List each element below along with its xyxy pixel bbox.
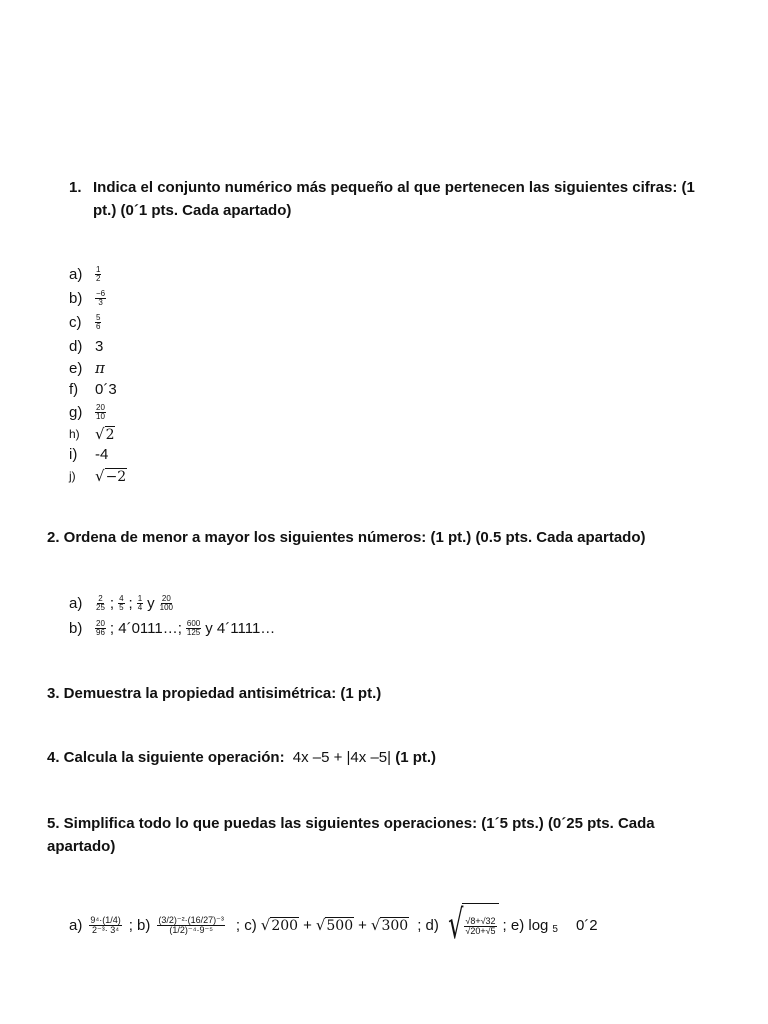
q1-item-f: f) 0´3	[69, 380, 117, 398]
q1-item-d: d) 3	[69, 337, 104, 355]
q1-item-b: b) $\frac{-6}{3}$	[69, 288, 106, 307]
q1-item-i: i) -4	[69, 445, 109, 463]
question-1-line-2: pt.) (0´1 pts. Cada apartado)	[93, 202, 292, 219]
q1-item-e: e) π	[69, 359, 105, 377]
q1-item-j: j) √ −2	[69, 466, 127, 485]
q1-item-h: h) √ 2	[69, 424, 115, 443]
question-1-number: 1.	[69, 179, 82, 196]
q1-item-c: c) $\frac{5}{6}$	[69, 312, 101, 331]
q1-item-g: g) $\frac{20}{10}$	[69, 402, 105, 421]
q1-item-a: a) $\frac{1}{2}$	[69, 264, 101, 283]
question-2-title: 2. Ordena de menor a mayor los siguientes números: (1 pt.) (0.5 pts. Cada apartado)	[47, 529, 646, 546]
question-1-line-1: Indica el conjunto numérico más pequeño al que pertenecen las siguientes cifras: (1	[93, 179, 695, 196]
question-5-line-1: 5. Simplifica todo lo que puedas las siguientes operaciones: (1´5 pts.) (0´25 pts. Cada	[47, 815, 655, 832]
q2-item-b: b) $\frac{20}{96}$ ; 4´0111…; $\frac{600}{125}$ y 4´1111…	[69, 618, 276, 637]
q2-item-a: a) $\frac{2}{25}$ ; $\frac{4}{5}$ ; $\frac{1}{4}$ y $\frac{20}{100}$	[69, 593, 174, 612]
question-3-title: 3. Demuestra la propiedad antisimétrica: (1 pt.)	[47, 685, 382, 702]
question-4: 4. Calcula la siguiente operación: 4x –5 + |4x –5| (1 pt.)	[47, 749, 437, 766]
q5-expressions: a) $\frac{\text{9⁴·(1/4)}}{\text{2⁻³· 3⁴}}$ ; b) $\frac{\text{(3/2)⁻²·(16/27)⁻³}}{\text{(1/2)⁻⁴·9⁻⁵}}$ ; c) √ 200 + √ 500 + √ 300 ; d) √ $\frac{√8+√32}{√20+√5}$ ; e) log 5 0´2	[69, 902, 598, 948]
question-5-line-2: apartado)	[47, 838, 116, 855]
